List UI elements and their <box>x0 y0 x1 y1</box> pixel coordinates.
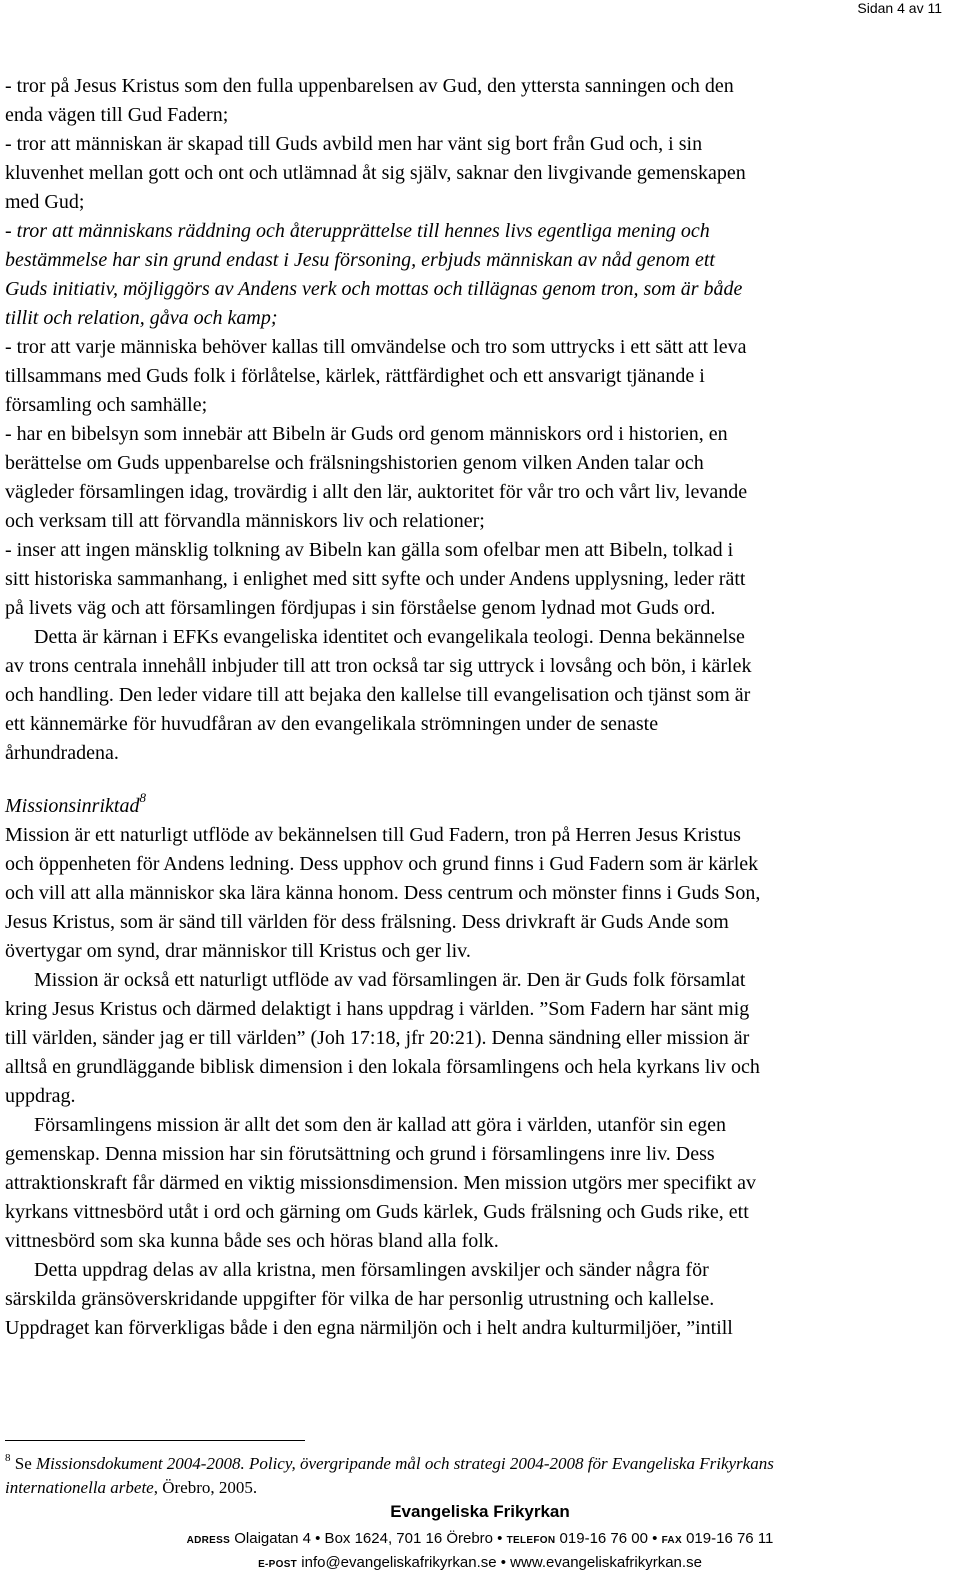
text-line: och handling. Den leder vidare till att bejaka den kallelse till evangelisation och tjänst som är <box>5 684 751 706</box>
text-line: tillit och relation, gåva och kamp; <box>5 307 278 329</box>
text-line: Församlingens mission är allt det som den är kallad att göra i världen, utanför sin egen <box>34 1114 727 1136</box>
text-line: med Gud; <box>5 191 85 213</box>
text-line: - tror att människan är skapad till Guds avbild men har vänt sig bort från Gud och, i sin <box>5 133 703 155</box>
page-footer <box>0 1500 960 1576</box>
footnote-title-cont: internationella arbete <box>5 1478 154 1497</box>
text-line: attraktionskraft får därmed en viktig missionsdimension. Men mission utgörs mer specifikt av <box>5 1172 756 1194</box>
organization-name: Evangeliska Frikyrkan <box>390 1502 570 1521</box>
text-line: och öppenheten för Andens ledning. Dess upphov och grund finns i Gud Fadern som är kärlek <box>5 853 759 875</box>
text-line: alltså en grundläggande biblisk dimension i den lokala församlingens och hela kyrkans liv och <box>5 1056 760 1078</box>
text-line: bestämmelse har sin grund endast i Jesu försoning, erbjuds människan av nåd genom ett <box>5 249 715 271</box>
footnote-prefix: Se <box>14 1454 36 1473</box>
main-text <box>5 72 957 1343</box>
text-line: särskilda gränsöverskridande uppgifter för vilka de har personlig utrustning och kallelse. <box>5 1288 715 1310</box>
address-value: Olaigatan 4 • Box 1624, 701 16 Örebro • <box>234 1530 503 1547</box>
text-line: Guds initiativ, möjliggörs av Andens verk och mottas och tillägnas genom tron, som är både <box>5 278 743 300</box>
text-line: enda vägen till Gud Fadern; <box>5 104 229 126</box>
text-line: - tror att varje människa behöver kallas till omvändelse och tro som uttrycks i ett sätt att leva <box>5 336 747 358</box>
text-line: gemenskap. Denna mission har sin förutsättning och grund i församlingens inre liv. Dess <box>5 1143 715 1165</box>
text-line: Mission är också ett naturligt utflöde av vad församlingen är. Den är Guds folk församlat <box>34 969 746 991</box>
text-line: och verksam till att förvandla människors liv och relationer; <box>5 510 485 532</box>
text-line: Detta uppdrag delas av alla kristna, men församlingen avskiljer och sänder några för <box>34 1259 709 1281</box>
text-line: ett kännemärke för huvudfåran av den evangelikala strömningen under de senaste <box>5 713 659 735</box>
text-line: till världen, sänder jag er till världen” (Joh 17:18, jfr 20:21). Denna sändning eller mission är <box>5 1027 750 1049</box>
footnote-title: Missionsdokument 2004-2008. Policy, övergripande mål och strategi 2004-2008 för Evangeliska Frikyrkans <box>36 1454 774 1473</box>
text-line: kyrkans vittnesbörd utåt i ord och gärning om Guds kärlek, Guds frälsning och Guds rike, ett <box>5 1201 749 1223</box>
email-label: E-POST <box>258 1559 298 1570</box>
text-line: - har en bibelsyn som innebär att Bibeln är Guds ord genom människors ord i historien, en <box>5 423 728 445</box>
text-line: århundradena. <box>5 742 119 764</box>
phone-label: TELEFON <box>506 1535 556 1546</box>
text-line: av trons centrala innehåll inbjuder till att tron också tar sig uttryck i lovsång och bön, i kärlek <box>5 655 752 677</box>
footnote-line <box>5 1476 957 1500</box>
footnote <box>5 1452 957 1500</box>
footer-web-row <box>0 1552 960 1576</box>
text-line: församling och samhälle; <box>5 394 208 416</box>
text-line: Mission är ett naturligt utflöde av bekännelsen till Gud Fadern, tron på Herren Jesus Kristus <box>5 824 741 846</box>
section-heading <box>5 792 957 821</box>
address-label: ADRESS <box>186 1535 231 1546</box>
footnote-suffix: , Örebro, 2005. <box>153 1478 258 1497</box>
footnote-separator <box>5 1440 305 1441</box>
text-line: kring Jesus Kristus och därmed delaktigt i hans uppdrag i världen. ”Som Fadern har sänt mig <box>5 998 750 1020</box>
text-line: kluvenhet mellan gott och ont och utlämnad åt sig själv, saknar den livgivande gemenskapen <box>5 162 746 184</box>
footer-contact-row <box>0 1528 960 1552</box>
text-line: vägleder församlingen idag, trovärdig i allt den lär, auktoritet för vår tro och vårt liv, levande <box>5 481 748 503</box>
text-line: Detta är kärnan i EFKs evangeliska identitet och evangelikala teologi. Denna bekännelse <box>34 626 745 648</box>
text-line: - tror att människans räddning och återupprättelse till hennes livs egentliga mening och <box>5 220 710 242</box>
text-line: tillsammans med Guds folk i förlåtelse, kärlek, rättfärdighet och ett ansvarigt tjänande i <box>5 365 705 387</box>
footnote-marker[interactable]: 8 <box>139 790 146 805</box>
text-line: Uppdraget kan förverkligas både i den egna närmiljön och i helt andra kulturmiljöer, ”intill <box>5 1317 733 1339</box>
text-line: Jesus Kristus, som är sänd till världen för dess frälsning. Dess drivkraft är Guds Ande som <box>5 911 729 933</box>
fax-value: 019-16 76 11 <box>686 1530 774 1547</box>
text-line: övertygar om synd, drar människor till Kristus och ger liv. <box>5 940 471 962</box>
phone-value: 019-16 76 00 • <box>559 1530 658 1547</box>
text-line: vittnesbörd som ska kunna både ses och höras bland alla folk. <box>5 1230 499 1252</box>
page-number: Sidan 4 av 11 <box>857 0 942 16</box>
text-line: sitt historiska sammanhang, i enlighet med sitt syfte och under Andens upplysning, leder rätt <box>5 568 746 590</box>
email-and-web[interactable]: info@evangeliskafrikyrkan.se • www.evangeliskafrikyrkan.se <box>301 1554 702 1571</box>
text-line: - tror på Jesus Kristus som den fulla uppenbarelsen av Gud, den yttersta sanningen och den <box>5 75 734 97</box>
footnote-number: 8 <box>5 1452 11 1464</box>
text-line: berättelse om Guds uppenbarelse och frälsningshistorien genom vilken Anden talar och <box>5 452 704 474</box>
section-heading-text: Missionsinriktad <box>5 795 140 817</box>
fax-label: FAX <box>661 1535 682 1546</box>
text-line: uppdrag. <box>5 1085 76 1107</box>
footnote-line <box>5 1452 957 1476</box>
text-line: och vill att alla människor ska lära känna honom. Dess centrum och mönster finns i Guds Son, <box>5 882 761 904</box>
text-line: på livets väg och att församlingen fördjupas i sin förståelse genom lydnad mot Guds ord. <box>5 597 716 619</box>
text-line: - inser att ingen mänsklig tolkning av Bibeln kan gälla som ofelbar men att Bibeln, tolkad i <box>5 539 734 561</box>
